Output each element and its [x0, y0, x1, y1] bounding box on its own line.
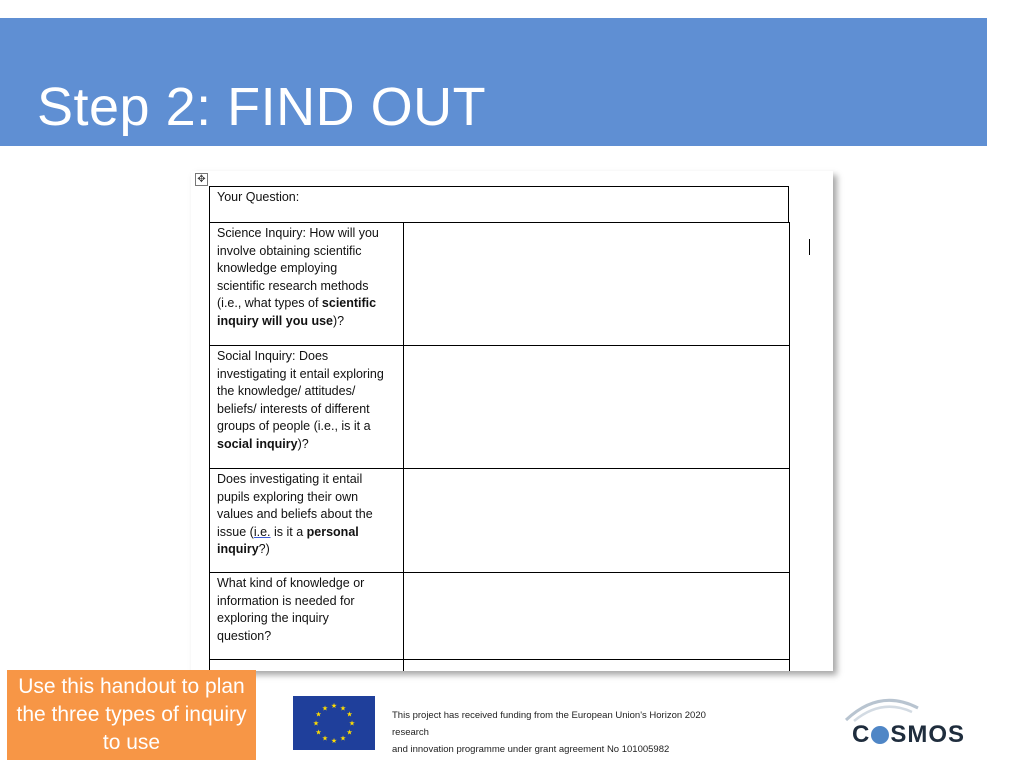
cell-text-underlined: i.e.: [253, 524, 271, 539]
cell-line: [217, 471, 396, 489]
cell-text: pupils exploring their own: [217, 489, 359, 504]
cell-line: [217, 260, 396, 278]
cell-text: knowledge employing: [217, 261, 338, 275]
cell-text-bold: social inquiry: [217, 436, 298, 451]
cosmos-logo: [840, 690, 970, 750]
cell-line: [217, 541, 396, 559]
cell-line: [217, 401, 396, 419]
slide-title: Step 2: FIND OUT: [37, 77, 487, 137]
personal-inquiry-cell: [209, 468, 404, 573]
eu-flag-icon: [293, 696, 375, 750]
personal-inquiry-answer[interactable]: [403, 468, 790, 573]
cell-line: [217, 295, 396, 313]
svg-text:★: ★: [315, 728, 322, 737]
knowledge-needed-answer[interactable]: [403, 572, 790, 660]
cell-line: [217, 348, 396, 366]
svg-text:★: ★: [348, 719, 356, 728]
cell-line: [217, 506, 396, 524]
question-row: [209, 186, 789, 223]
cell-text: values and beliefs about the: [217, 507, 373, 521]
cell-text: beliefs/ interests of different: [217, 401, 370, 416]
svg-text:★: ★: [346, 710, 353, 719]
handout-callout: Use this handout to plan the three types of inquiry to use: [7, 670, 256, 760]
cell-line: [217, 278, 396, 296]
cell-line: [217, 243, 396, 261]
funding-line: and innovation programme under grant agreement No 101005982: [392, 744, 670, 755]
funding-statement: [392, 707, 732, 758]
cell-line: [217, 366, 396, 384]
cell-text: Does investigating it entail: [217, 472, 363, 486]
svg-text:★: ★: [330, 702, 338, 710]
cell-text-bold: personal: [306, 524, 359, 539]
cell-line: [217, 313, 396, 331]
cell-line: [217, 225, 396, 243]
svg-text:★: ★: [339, 734, 347, 743]
svg-text:★: ★: [321, 734, 329, 743]
cell-text: )?: [333, 313, 345, 328]
question-label: Your Question:: [217, 190, 300, 204]
cell-line: [217, 575, 396, 593]
cell-text: What kind of knowledge or: [217, 576, 365, 590]
cell-text: involve obtaining scientific: [217, 243, 362, 258]
cell-text: is it a: [270, 524, 307, 539]
svg-text:★: ★: [312, 719, 320, 728]
cell-text: Social Inquiry: Does: [217, 349, 329, 363]
logo-dot: [871, 726, 889, 744]
next-row-answer[interactable]: [403, 659, 790, 671]
cell-text: investigating it entail exploring: [217, 366, 384, 381]
cell-text-bold: scientific: [321, 296, 377, 310]
cell-line: [217, 628, 396, 646]
cell-text: the knowledge/ attitudes/: [217, 384, 356, 398]
text-cursor: [809, 239, 810, 255]
table-move-icon[interactable]: ✥: [195, 173, 208, 186]
cell-line: [217, 383, 396, 401]
cell-line: [217, 436, 396, 454]
science-inquiry-answer[interactable]: [403, 222, 790, 346]
cell-text-bold: inquiry: [217, 542, 259, 556]
cell-text: scientific research methods: [217, 278, 369, 293]
svg-text:★: ★: [321, 704, 329, 713]
social-inquiry-cell: [209, 345, 404, 469]
svg-text:★: ★: [339, 704, 347, 713]
cell-line: [217, 489, 396, 507]
cell-text: ?): [258, 542, 270, 556]
science-inquiry-cell: [209, 222, 404, 346]
social-inquiry-answer[interactable]: [403, 345, 790, 469]
cell-text: information is needed for: [217, 593, 355, 608]
cell-line: [217, 593, 396, 611]
cell-text: (i.e., what types of: [217, 296, 322, 310]
cell-text: Science Inquiry: How will you: [217, 226, 379, 240]
knowledge-needed-cell: [209, 572, 404, 660]
svg-text:★: ★: [346, 728, 353, 737]
cell-text: question?: [217, 628, 272, 643]
cell-line: [217, 524, 396, 542]
slide-header: [0, 18, 987, 146]
cell-text: groups of people (i.e., is it a: [217, 419, 371, 433]
svg-text:★: ★: [315, 710, 322, 719]
svg-text:★: ★: [330, 737, 338, 745]
funding-line: This project has received funding from the European Union's Horizon 2020 research: [392, 710, 706, 738]
handout-screenshot: [191, 171, 833, 671]
cell-text: exploring the inquiry: [217, 611, 329, 625]
cosmos-wordmark: C SMOS: [852, 721, 966, 748]
cell-line: [217, 610, 396, 628]
cell-text: )?: [297, 436, 309, 451]
cell-text: issue (: [217, 524, 254, 539]
cell-text-bold: inquiry will you use: [217, 313, 333, 328]
cell-line: [217, 418, 396, 436]
